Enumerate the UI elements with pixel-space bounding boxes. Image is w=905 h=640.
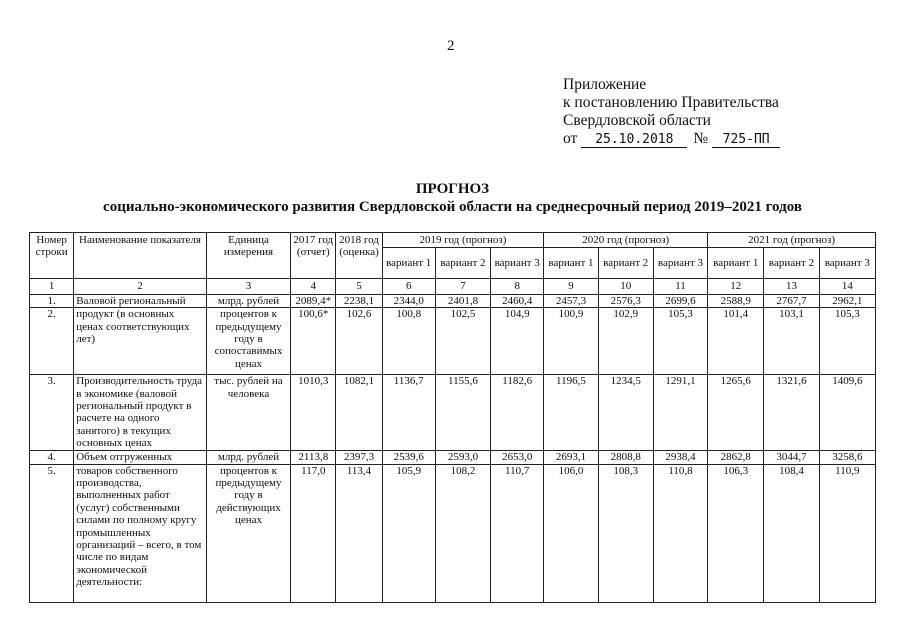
- unit-of-measure: процентов к предыдущему году в действующих ценах: [206, 464, 290, 602]
- header-2021: 2021 год (прогноз): [708, 233, 876, 248]
- value-cell: 106,0: [544, 464, 598, 602]
- table-row: [30, 464, 876, 602]
- value-cell: 102,6: [336, 308, 382, 375]
- value-cell: 1321,6: [764, 375, 819, 451]
- header-row-number: Номер строки: [30, 233, 74, 279]
- value-cell: 2767,7: [764, 294, 819, 307]
- value-cell: 2588,9: [708, 294, 764, 307]
- unit-of-measure: процентов к предыдущему году в сопоставимых ценах: [206, 308, 290, 375]
- column-number: 8: [491, 279, 544, 294]
- page-number: 2: [447, 38, 455, 54]
- value-cell: 2460,4: [491, 294, 544, 307]
- value-cell: 3044,7: [764, 451, 819, 464]
- indicator-name: продукт (в основных ценах соответствующих лет): [74, 308, 207, 375]
- table-row: [30, 308, 876, 375]
- row-number: 1.: [30, 294, 74, 307]
- header-2021-variant-3: вариант 3: [819, 248, 875, 279]
- forecast-table: [29, 232, 876, 603]
- title-subtitle: социально-экономического развития Свердловской области на среднесрочный период 2019–2021 годов: [103, 199, 802, 215]
- document-title: [0, 180, 905, 216]
- value-cell: 2593,0: [435, 451, 490, 464]
- value-cell: 1182,6: [491, 375, 544, 451]
- title-main: ПРОГНОЗ: [415, 181, 490, 197]
- forecast-table-body: [30, 279, 876, 602]
- indicator-name: Производительность труда в экономике (валовой региональный продукт в расчете на одного занятого) в текущих основных ценах: [74, 375, 207, 451]
- column-number: 11: [653, 279, 707, 294]
- value-cell: 100,6*: [291, 308, 336, 375]
- value-cell: 2962,1: [819, 294, 875, 307]
- value-cell: 1010,3: [291, 375, 336, 451]
- column-number: 5: [336, 279, 382, 294]
- column-number: 13: [764, 279, 819, 294]
- header-unit: Единица измерения: [206, 233, 290, 279]
- value-cell: 100,9: [544, 308, 598, 375]
- value-cell: 105,3: [819, 308, 875, 375]
- value-cell: 2539,6: [382, 451, 435, 464]
- value-cell: 101,4: [708, 308, 764, 375]
- row-number: 4.: [30, 451, 74, 464]
- header-2020-variant-3: вариант 3: [653, 248, 707, 279]
- value-cell: 105,9: [382, 464, 435, 602]
- header-2019-variant-2: вариант 2: [435, 248, 490, 279]
- value-cell: 102,9: [598, 308, 653, 375]
- value-cell: 1234,5: [598, 375, 653, 451]
- resolution-date: 25.10.2018: [581, 132, 687, 148]
- column-number: 6: [382, 279, 435, 294]
- value-cell: 2089,4*: [291, 294, 336, 307]
- table-row: [30, 375, 876, 451]
- value-cell: 2457,3: [544, 294, 598, 307]
- column-number: 2: [74, 279, 207, 294]
- column-number: 4: [291, 279, 336, 294]
- value-cell: 2693,1: [544, 451, 598, 464]
- value-cell: 1265,6: [708, 375, 764, 451]
- value-cell: 2808,8: [598, 451, 653, 464]
- indicator-name: Валовой региональный: [74, 294, 207, 307]
- value-cell: 2344,0: [382, 294, 435, 307]
- header-2017: 2017 год (отчет): [291, 233, 336, 279]
- value-cell: 1409,6: [819, 375, 875, 451]
- unit-of-measure: млрд. рублей: [206, 451, 290, 464]
- column-number: 9: [544, 279, 598, 294]
- number-label: №: [693, 130, 709, 147]
- value-cell: 3258,6: [819, 451, 875, 464]
- indicator-name: Объем отгруженных: [74, 451, 207, 464]
- table-row: [30, 451, 876, 464]
- header-2019-variant-3: вариант 3: [491, 248, 544, 279]
- header-2020-variant-2: вариант 2: [598, 248, 653, 279]
- column-number: 14: [819, 279, 875, 294]
- value-cell: 110,8: [653, 464, 707, 602]
- table-row: [30, 294, 876, 307]
- header-2018: 2018 год (оценка): [336, 233, 382, 279]
- value-cell: 108,4: [764, 464, 819, 602]
- value-cell: 2862,8: [708, 451, 764, 464]
- value-cell: 2699,6: [653, 294, 707, 307]
- value-cell: 113,4: [336, 464, 382, 602]
- header-2020: 2020 год (прогноз): [544, 233, 708, 248]
- column-number: 3: [206, 279, 290, 294]
- column-number: 10: [598, 279, 653, 294]
- value-cell: 110,9: [819, 464, 875, 602]
- value-cell: 108,2: [435, 464, 490, 602]
- value-cell: 2397,3: [336, 451, 382, 464]
- unit-of-measure: млрд. рублей: [206, 294, 290, 307]
- value-cell: 2576,3: [598, 294, 653, 307]
- value-cell: 2938,4: [653, 451, 707, 464]
- header-2020-variant-1: вариант 1: [544, 248, 598, 279]
- column-number: 12: [708, 279, 764, 294]
- header-2019: 2019 год (прогноз): [382, 233, 544, 248]
- appendix-block: [563, 76, 780, 148]
- value-cell: 2238,1: [336, 294, 382, 307]
- column-number-row: [30, 279, 876, 294]
- value-cell: 104,9: [491, 308, 544, 375]
- header-2021-variant-2: вариант 2: [764, 248, 819, 279]
- value-cell: 110,7: [491, 464, 544, 602]
- value-cell: 106,3: [708, 464, 764, 602]
- value-cell: 117,0: [291, 464, 336, 602]
- header-2021-variant-1: вариант 1: [708, 248, 764, 279]
- value-cell: 2653,0: [491, 451, 544, 464]
- value-cell: 105,3: [653, 308, 707, 375]
- appendix-date-number-line: [563, 130, 780, 148]
- appendix-resolution: к постановлению Правительства: [563, 94, 779, 111]
- value-cell: 1291,1: [653, 375, 707, 451]
- header-2019-variant-1: вариант 1: [382, 248, 435, 279]
- value-cell: 1136,7: [382, 375, 435, 451]
- value-cell: 103,1: [764, 308, 819, 375]
- value-cell: 2113,8: [291, 451, 336, 464]
- value-cell: 1082,1: [336, 375, 382, 451]
- row-number: 2.: [30, 308, 74, 375]
- appendix-region: Свердловской области: [563, 112, 711, 129]
- appendix-label: Приложение: [563, 76, 647, 93]
- unit-of-measure: тыс. рублей на человека: [206, 375, 290, 451]
- column-number: 7: [435, 279, 490, 294]
- row-number: 5.: [30, 464, 74, 602]
- header-indicator-name: Наименование показателя: [74, 233, 207, 279]
- value-cell: 2401,8: [435, 294, 490, 307]
- value-cell: 1155,6: [435, 375, 490, 451]
- value-cell: 108,3: [598, 464, 653, 602]
- column-number: 1: [30, 279, 74, 294]
- row-number: 3.: [30, 375, 74, 451]
- resolution-number: 725-ПП: [712, 132, 780, 148]
- indicator-name: товаров собственного производства, выполненных работ (услуг) собственными силами по полному кругу промышленных организаций – всего, в том числе по видам экономической деятельности:: [74, 464, 207, 602]
- value-cell: 1196,5: [544, 375, 598, 451]
- value-cell: 100,8: [382, 308, 435, 375]
- value-cell: 102,5: [435, 308, 490, 375]
- date-prefix: от: [563, 130, 578, 147]
